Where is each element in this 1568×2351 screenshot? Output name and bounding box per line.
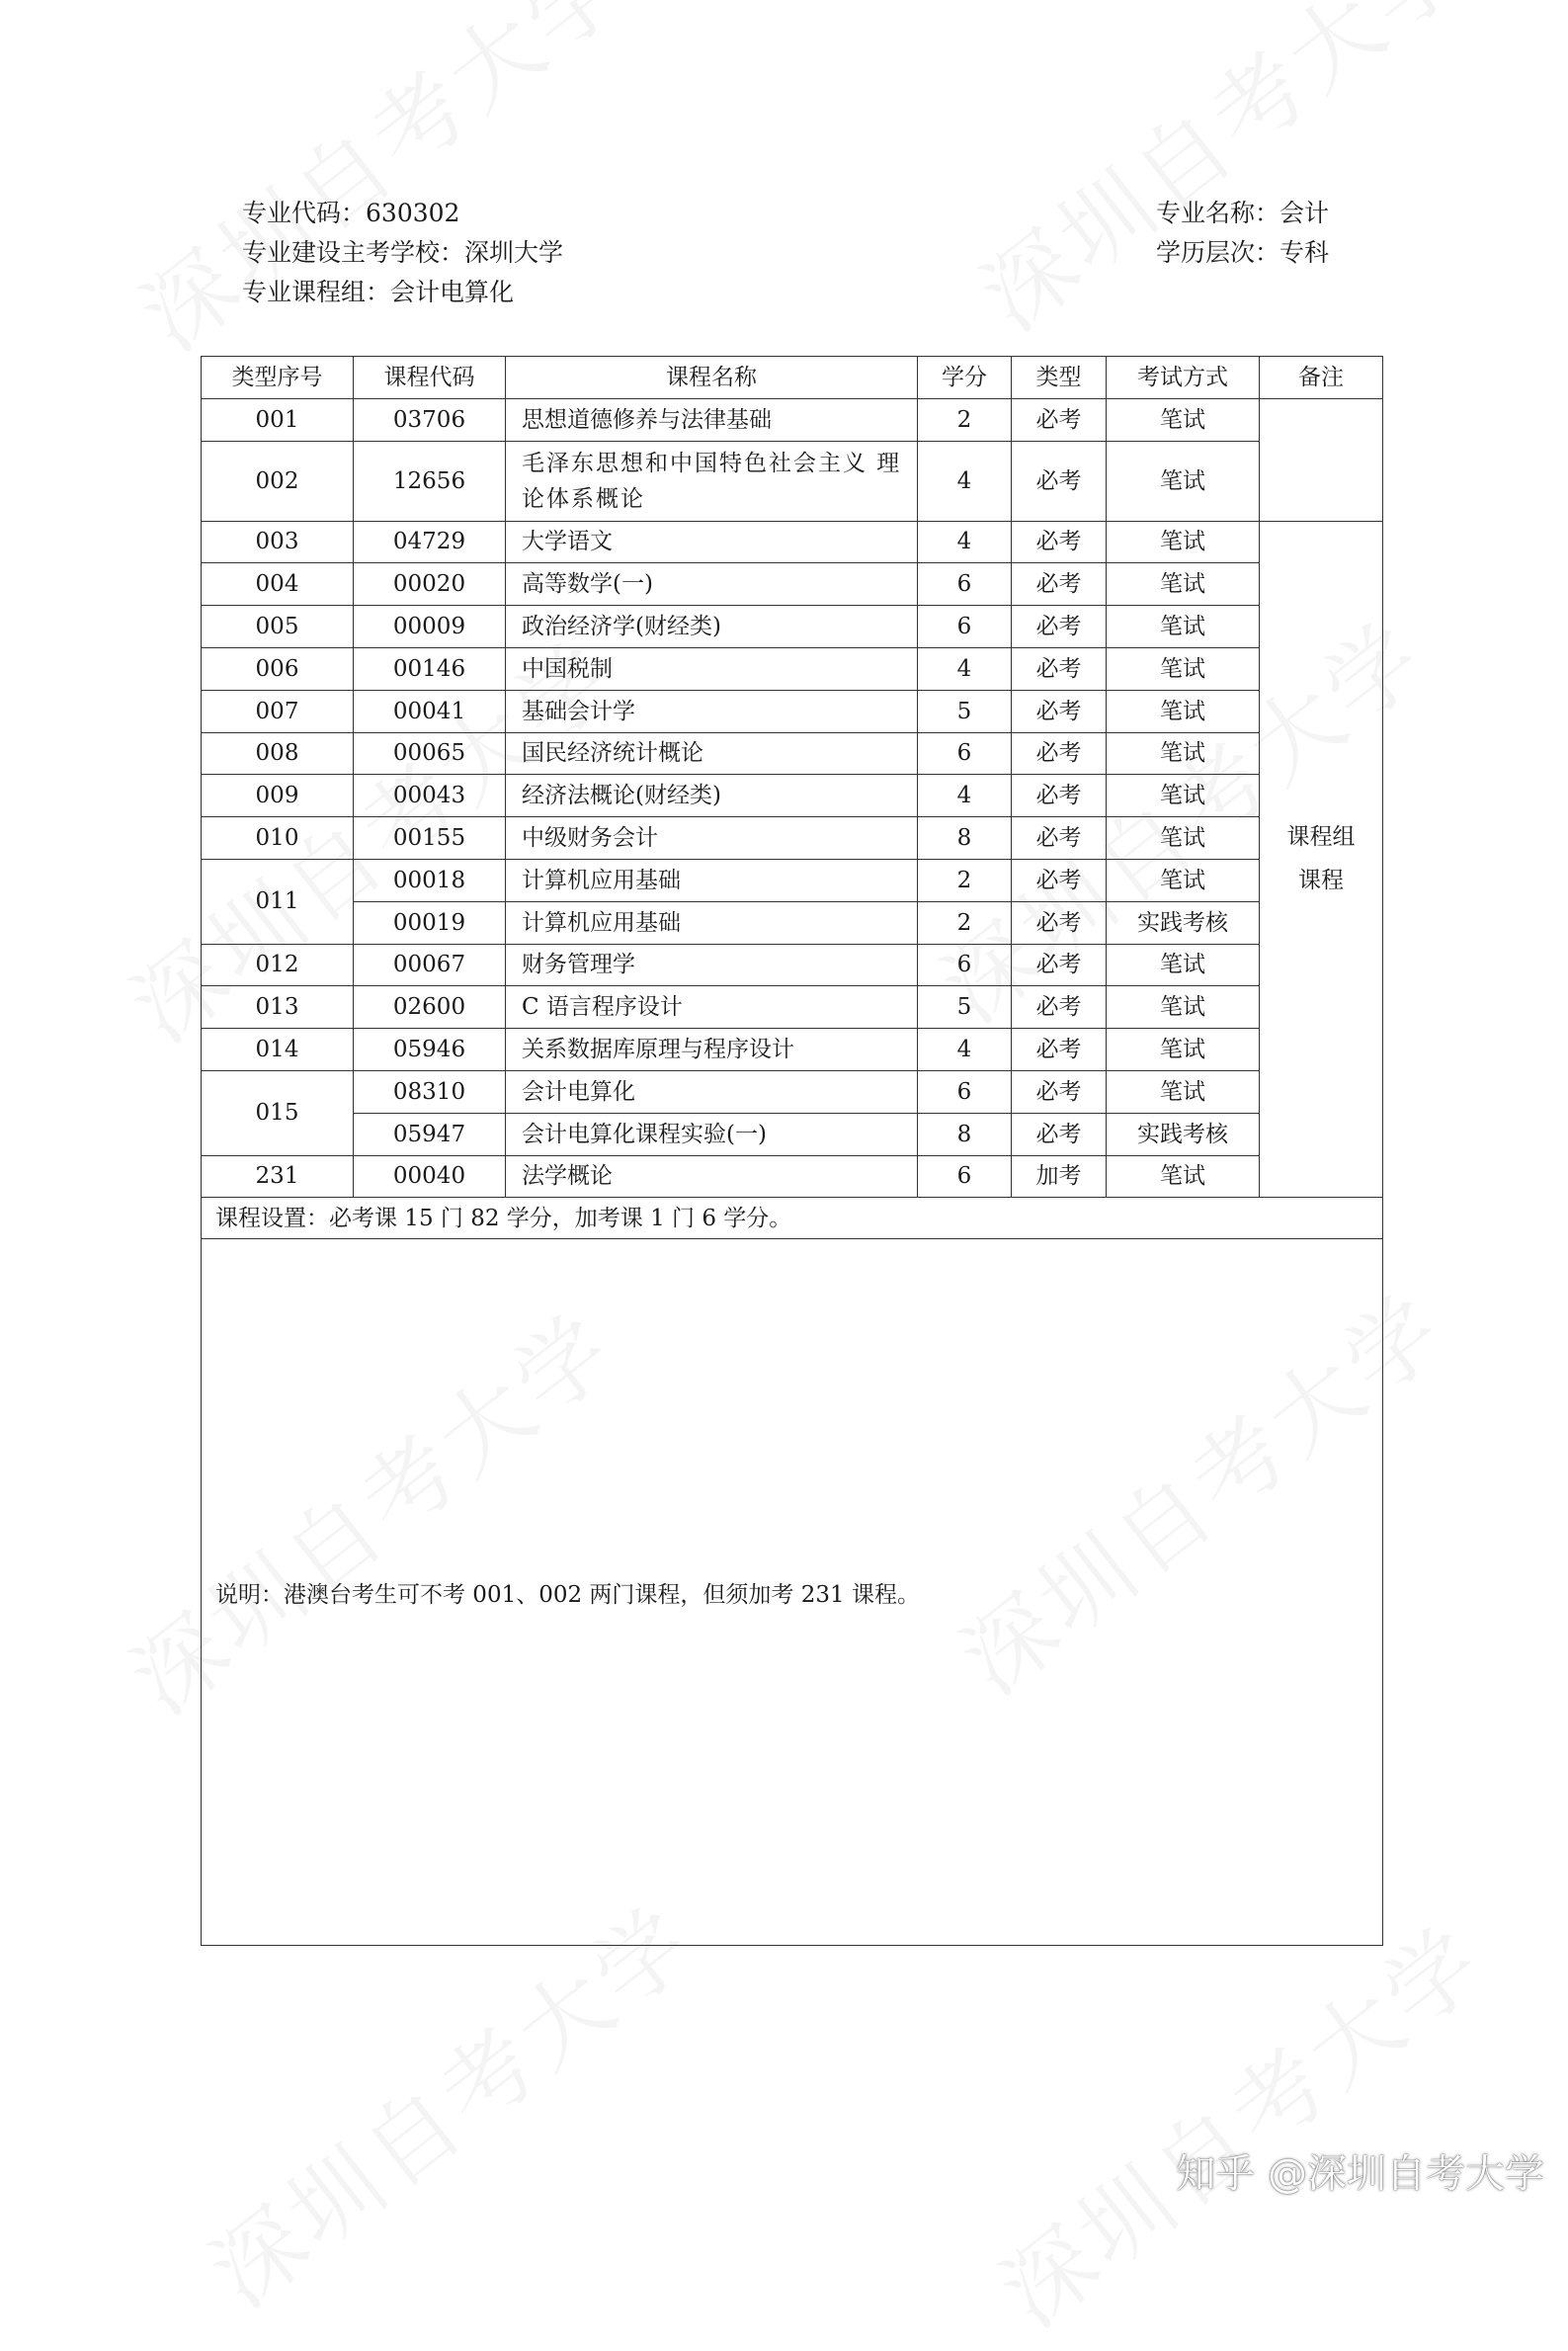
type-cell: 必考 — [1012, 563, 1107, 606]
name-cell: 经济法概论(财经类) — [506, 775, 918, 817]
code-cell: 04729 — [354, 521, 506, 563]
type-cell: 必考 — [1012, 647, 1107, 690]
credits-cell: 8 — [918, 1113, 1012, 1155]
header-left — [242, 194, 563, 312]
table-row — [202, 986, 1383, 1029]
exam-cell: 笔试 — [1107, 859, 1260, 901]
type-cell: 必考 — [1012, 732, 1107, 775]
remark-cell-empty — [1260, 398, 1383, 521]
education-level: 学历层次：专科 — [1156, 238, 1330, 267]
exam-cell: 笔试 — [1107, 1070, 1260, 1113]
exam-cell: 笔试 — [1107, 986, 1260, 1029]
code-cell: 00043 — [354, 775, 506, 817]
course-group: 专业课程组：会计电算化 — [242, 278, 515, 306]
seq-cell: 001 — [202, 398, 354, 441]
code-cell: 00040 — [354, 1155, 506, 1198]
seq-cell: 008 — [202, 732, 354, 775]
credits-cell: 2 — [918, 901, 1012, 944]
credits-cell: 6 — [918, 732, 1012, 775]
type-cell: 必考 — [1012, 690, 1107, 732]
name-cell: 法学概论 — [506, 1155, 918, 1198]
seq-cell: 012 — [202, 944, 354, 986]
name-cell: 中国税制 — [506, 647, 918, 690]
exam-cell: 笔试 — [1107, 817, 1260, 860]
name-cell: 大学语文 — [506, 521, 918, 563]
code-cell: 00018 — [354, 859, 506, 901]
major-name: 专业名称：会计 — [1156, 199, 1330, 227]
exam-cell: 笔试 — [1107, 1029, 1260, 1071]
credits-cell: 5 — [918, 986, 1012, 1029]
seq-cell: 014 — [202, 1029, 354, 1071]
exam-cell: 笔试 — [1107, 1155, 1260, 1198]
course-table — [201, 356, 1383, 1946]
credits-cell: 4 — [918, 647, 1012, 690]
table-row — [202, 606, 1383, 648]
type-cell: 必考 — [1012, 521, 1107, 563]
table-row — [202, 690, 1383, 732]
table-row — [202, 944, 1383, 986]
footer-brand: 知乎 @深圳自考大学 — [1176, 2151, 1544, 2197]
code-cell: 00020 — [354, 563, 506, 606]
seq-cell: 004 — [202, 563, 354, 606]
type-cell: 必考 — [1012, 901, 1107, 944]
seq-cell: 013 — [202, 986, 354, 1029]
code-cell: 02600 — [354, 986, 506, 1029]
type-cell: 必考 — [1012, 817, 1107, 860]
credits-cell: 6 — [918, 944, 1012, 986]
credits-cell: 6 — [918, 1070, 1012, 1113]
exam-cell: 笔试 — [1107, 775, 1260, 817]
credits-cell: 4 — [918, 775, 1012, 817]
table-row — [202, 647, 1383, 690]
table-row — [202, 563, 1383, 606]
seq-cell: 006 — [202, 647, 354, 690]
code-cell: 12656 — [354, 441, 506, 521]
credits-cell: 2 — [918, 398, 1012, 441]
exam-cell: 实践考核 — [1107, 1113, 1260, 1155]
code-cell: 03706 — [354, 398, 506, 441]
credits-cell: 6 — [918, 1155, 1012, 1198]
credits-cell: 4 — [918, 441, 1012, 521]
name-cell: 国民经济统计概论 — [506, 732, 918, 775]
credits-cell: 6 — [918, 606, 1012, 648]
column-header: 备注 — [1260, 357, 1383, 399]
name-cell: C 语言程序设计 — [506, 986, 918, 1029]
table-row — [202, 1070, 1383, 1113]
summary-row — [202, 1198, 1383, 1239]
seq-cell: 231 — [202, 1155, 354, 1198]
code-cell: 05947 — [354, 1113, 506, 1155]
column-header: 课程代码 — [354, 357, 506, 399]
exam-cell: 笔试 — [1107, 398, 1260, 441]
credits-cell: 4 — [918, 521, 1012, 563]
note-text: 说明：港澳台考生可不考 001、002 两门课程，但须加考 231 课程。 — [215, 1582, 920, 1609]
name-cell: 政治经济学(财经类) — [506, 606, 918, 648]
table-row — [202, 859, 1383, 901]
seq-cell: 011 — [202, 859, 354, 944]
table-row — [202, 1155, 1383, 1198]
name-cell: 思想道德修养与法律基础 — [506, 398, 918, 441]
name-cell: 财务管理学 — [506, 944, 918, 986]
code-cell: 05946 — [354, 1029, 506, 1071]
credits-cell: 5 — [918, 690, 1012, 732]
table-row — [202, 1113, 1383, 1155]
exam-cell: 笔试 — [1107, 732, 1260, 775]
type-cell: 必考 — [1012, 1070, 1107, 1113]
table-row — [202, 817, 1383, 860]
type-cell: 必考 — [1012, 606, 1107, 648]
type-cell: 必考 — [1012, 986, 1107, 1029]
code-cell: 00009 — [354, 606, 506, 648]
seq-cell: 015 — [202, 1070, 354, 1155]
exam-cell: 实践考核 — [1107, 901, 1260, 944]
seq-cell: 007 — [202, 690, 354, 732]
table-row — [202, 775, 1383, 817]
seq-cell: 010 — [202, 817, 354, 860]
type-cell: 加考 — [1012, 1155, 1107, 1198]
table-row — [202, 1029, 1383, 1071]
type-cell: 必考 — [1012, 944, 1107, 986]
note-row — [202, 1239, 1383, 1946]
watermark — [950, 0, 1489, 355]
table-header-row — [202, 357, 1383, 399]
header-right — [1156, 194, 1329, 273]
host-school: 专业建设主考学校：深圳大学 — [242, 238, 564, 267]
column-header: 考试方式 — [1107, 357, 1260, 399]
seq-cell: 002 — [202, 441, 354, 521]
type-cell: 必考 — [1012, 1029, 1107, 1071]
name-cell: 会计电算化课程实验(一) — [506, 1113, 918, 1155]
name-cell: 高等数学(一) — [506, 563, 918, 606]
seq-cell: 005 — [202, 606, 354, 648]
exam-cell: 笔试 — [1107, 944, 1260, 986]
remark-text: 课程组课程 — [1286, 824, 1356, 894]
table-row — [202, 441, 1383, 521]
type-cell: 必考 — [1012, 1113, 1107, 1155]
name-cell: 计算机应用基础 — [506, 901, 918, 944]
exam-cell: 笔试 — [1107, 647, 1260, 690]
credits-cell: 8 — [918, 817, 1012, 860]
code-cell: 00019 — [354, 901, 506, 944]
code-cell: 00041 — [354, 690, 506, 732]
watermark — [970, 1890, 1509, 2351]
name-cell: 计算机应用基础 — [506, 859, 918, 901]
credits-cell: 2 — [918, 859, 1012, 901]
code-cell: 08310 — [354, 1070, 506, 1113]
exam-cell: 笔试 — [1107, 521, 1260, 563]
code-cell: 00067 — [354, 944, 506, 986]
code-cell: 00065 — [354, 732, 506, 775]
column-header: 类型 — [1012, 357, 1107, 399]
column-header: 学分 — [918, 357, 1012, 399]
table-row — [202, 732, 1383, 775]
remark-group-cell — [1260, 521, 1383, 1198]
name-cell: 毛泽东思想和中国特色社会主义 理论体系概论 — [506, 441, 918, 521]
credits-cell: 4 — [918, 1029, 1012, 1071]
code-cell: 00155 — [354, 817, 506, 860]
exam-cell: 笔试 — [1107, 563, 1260, 606]
column-header: 课程名称 — [506, 357, 918, 399]
type-cell: 必考 — [1012, 441, 1107, 521]
type-cell: 必考 — [1012, 859, 1107, 901]
type-cell: 必考 — [1012, 775, 1107, 817]
seq-cell: 003 — [202, 521, 354, 563]
note-cell — [202, 1239, 1383, 1946]
name-cell: 关系数据库原理与程序设计 — [506, 1029, 918, 1071]
exam-cell: 笔试 — [1107, 441, 1260, 521]
watermark — [111, 0, 649, 375]
exam-cell: 笔试 — [1107, 606, 1260, 648]
code-cell: 00146 — [354, 647, 506, 690]
name-cell: 中级财务会计 — [506, 817, 918, 860]
table-row — [202, 398, 1383, 441]
name-cell: 基础会计学 — [506, 690, 918, 732]
table-row — [202, 521, 1383, 563]
column-header: 类型序号 — [202, 357, 354, 399]
credits-cell: 6 — [918, 563, 1012, 606]
name-cell: 会计电算化 — [506, 1070, 918, 1113]
summary-cell: 课程设置：必考课 15 门 82 学分，加考课 1 门 6 学分。 — [202, 1198, 1383, 1239]
major-code: 专业代码：630302 — [242, 199, 460, 227]
exam-cell: 笔试 — [1107, 690, 1260, 732]
table-row — [202, 901, 1383, 944]
seq-cell: 009 — [202, 775, 354, 817]
type-cell: 必考 — [1012, 398, 1107, 441]
